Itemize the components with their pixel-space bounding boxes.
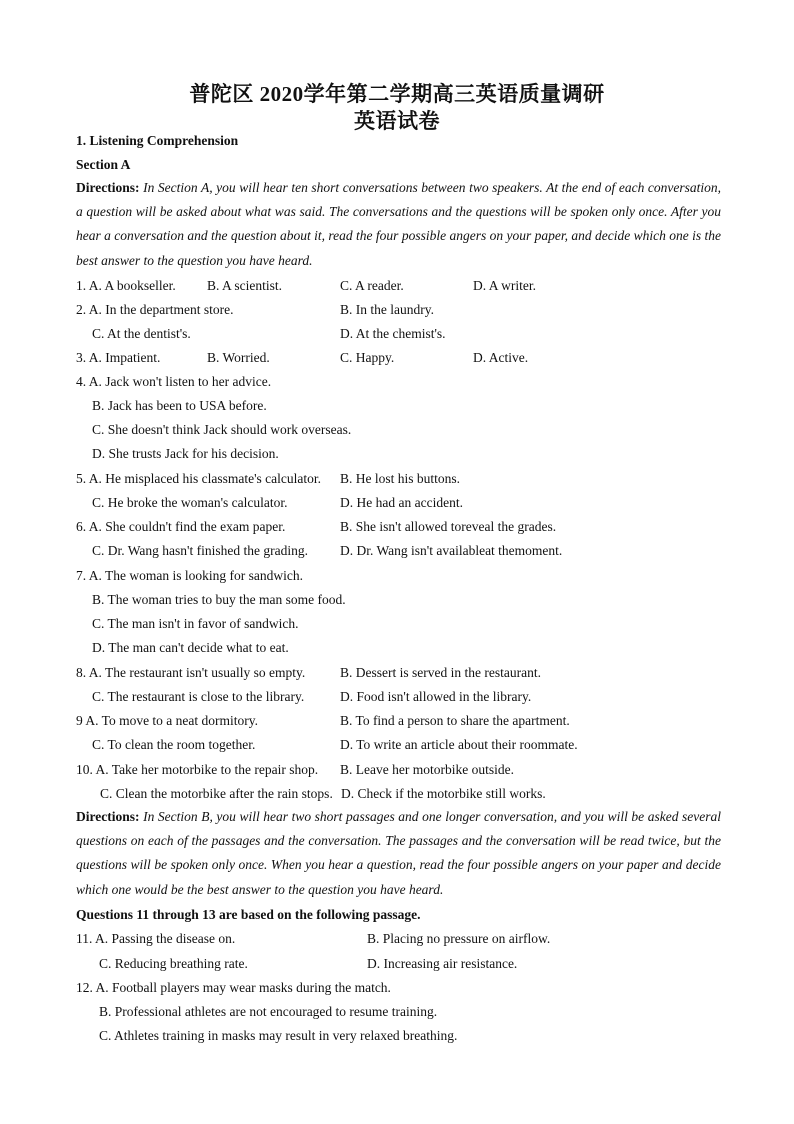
q10-option-d: D. Check if the motorbike still works. — [341, 786, 546, 801]
exam-subtitle: 英语试卷 — [354, 109, 440, 133]
directions-b-label: Directions: — [76, 809, 140, 824]
q3-option-c: C. Happy. — [340, 350, 395, 365]
q5-option-c: C. He broke the woman's calculator. — [92, 495, 288, 510]
q6-option-d: D. Dr. Wang isn't availableat themoment. — [340, 543, 563, 558]
q3-option-a: 3. A. Impatient. — [76, 350, 161, 365]
q5-option-a: 5. A. He misplaced his classmate's calculator. — [76, 471, 321, 486]
q2-option-c: C. At the dentist's. — [92, 326, 191, 341]
q7-option-b: B. The woman tries to buy the man some food. — [92, 592, 346, 607]
q4-option-a: 4. A. Jack won't listen to her advice. — [76, 374, 272, 389]
q6-option-b: B. She isn't allowed toreveal the grades. — [340, 519, 557, 534]
q6-option-a: 6. A. She couldn't find the exam paper. — [76, 519, 286, 534]
q11-option-d: D. Increasing air resistance. — [367, 956, 518, 971]
q9-option-d: D. To write an article about their roommate. — [340, 737, 578, 752]
directions-b-text: In Section B, you will hear two short passages and one longer conversation, and you will be asked several questions on each of the passages and the conversation. The passages and the conversation will be read twice, but the questions will be spoken only once. When you hear a question, read the four possible angers on your paper and decide which one would be the best answer to the question you have heard. — [76, 809, 721, 897]
directions-a — [76, 176, 721, 273]
exam-title: 普陀区 2020学年第二学期高三英语质量调研 — [189, 82, 605, 106]
q7-option-a: 7. A. The woman is looking for sandwich. — [76, 568, 303, 583]
passage-note: Questions 11 through 13 are based on the following passage. — [76, 907, 421, 922]
q7-option-c: C. The man isn't in favor of sandwich. — [92, 616, 299, 631]
q1-option-b: B. A scientist. — [207, 278, 283, 293]
directions-a-text: In Section A, you will hear ten short conversations between two speakers. At the end of each conversation, a question will be asked about what was said. The conversations and the questions will be spoken only once. After you hear a conversation and the question about it, read the four possible angers on your paper, and decide which one is the best answer to the question you have heard. — [76, 180, 722, 268]
directions-a-label: Directions: — [76, 180, 140, 195]
q2-option-d: D. At the chemist's. — [340, 326, 446, 341]
q11-option-a: 11. A. Passing the disease on. — [76, 931, 236, 946]
q6-option-c: C. Dr. Wang hasn't finished the grading. — [92, 543, 308, 558]
q5-option-b: B. He lost his buttons. — [340, 471, 461, 486]
q10-option-a: 10. A. Take her motorbike to the repair shop. — [76, 762, 319, 777]
q2-option-a: 2. A. In the department store. — [76, 302, 234, 317]
q12-option-a: 12. A. Football players may wear masks during the match. — [76, 980, 391, 995]
q1-option-d: D. A writer. — [473, 278, 536, 293]
q11-option-b: B. Placing no pressure on airflow. — [367, 931, 551, 946]
q8-option-a: 8. A. The restaurant isn't usually so empty. — [76, 665, 306, 680]
q9-option-c: C. To clean the room together. — [92, 737, 256, 752]
q1-option-a: 1. A. A bookseller. — [76, 278, 176, 293]
q8-option-b: B. Dessert is served in the restaurant. — [340, 665, 541, 680]
directions-b — [76, 805, 721, 902]
q8-option-c: C. The restaurant is close to the library. — [92, 689, 305, 704]
q4-option-b: B. Jack has been to USA before. — [92, 398, 267, 413]
section-a-heading: Section A — [76, 157, 131, 172]
q7-option-d: D. The man can't decide what to eat. — [92, 640, 289, 655]
q3-option-d: D. Active. — [473, 350, 529, 365]
q4-option-c: C. She doesn't think Jack should work overseas. — [92, 422, 352, 437]
q5-option-d: D. He had an accident. — [340, 495, 463, 510]
q9-option-b: B. To find a person to share the apartment. — [340, 713, 570, 728]
q1-option-c: C. A reader. — [340, 278, 404, 293]
q8-option-d: D. Food isn't allowed in the library. — [340, 689, 532, 704]
q9-option-a: 9 A. To move to a neat dormitory. — [76, 713, 259, 728]
q3-option-b: B. Worried. — [207, 350, 270, 365]
q10-option-b: B. Leave her motorbike outside. — [340, 762, 514, 777]
q4-option-d: D. She trusts Jack for his decision. — [92, 446, 279, 461]
q12-option-c: C. Athletes training in masks may result in very relaxed breathing. — [99, 1028, 458, 1043]
q12-option-b: B. Professional athletes are not encouraged to resume training. — [99, 1004, 438, 1019]
q10-option-c: C. Clean the motorbike after the rain stops. — [100, 786, 333, 801]
q2-option-b: B. In the laundry. — [340, 302, 434, 317]
q11-option-c: C. Reducing breathing rate. — [99, 956, 248, 971]
part-heading: 1. Listening Comprehension — [76, 133, 239, 148]
